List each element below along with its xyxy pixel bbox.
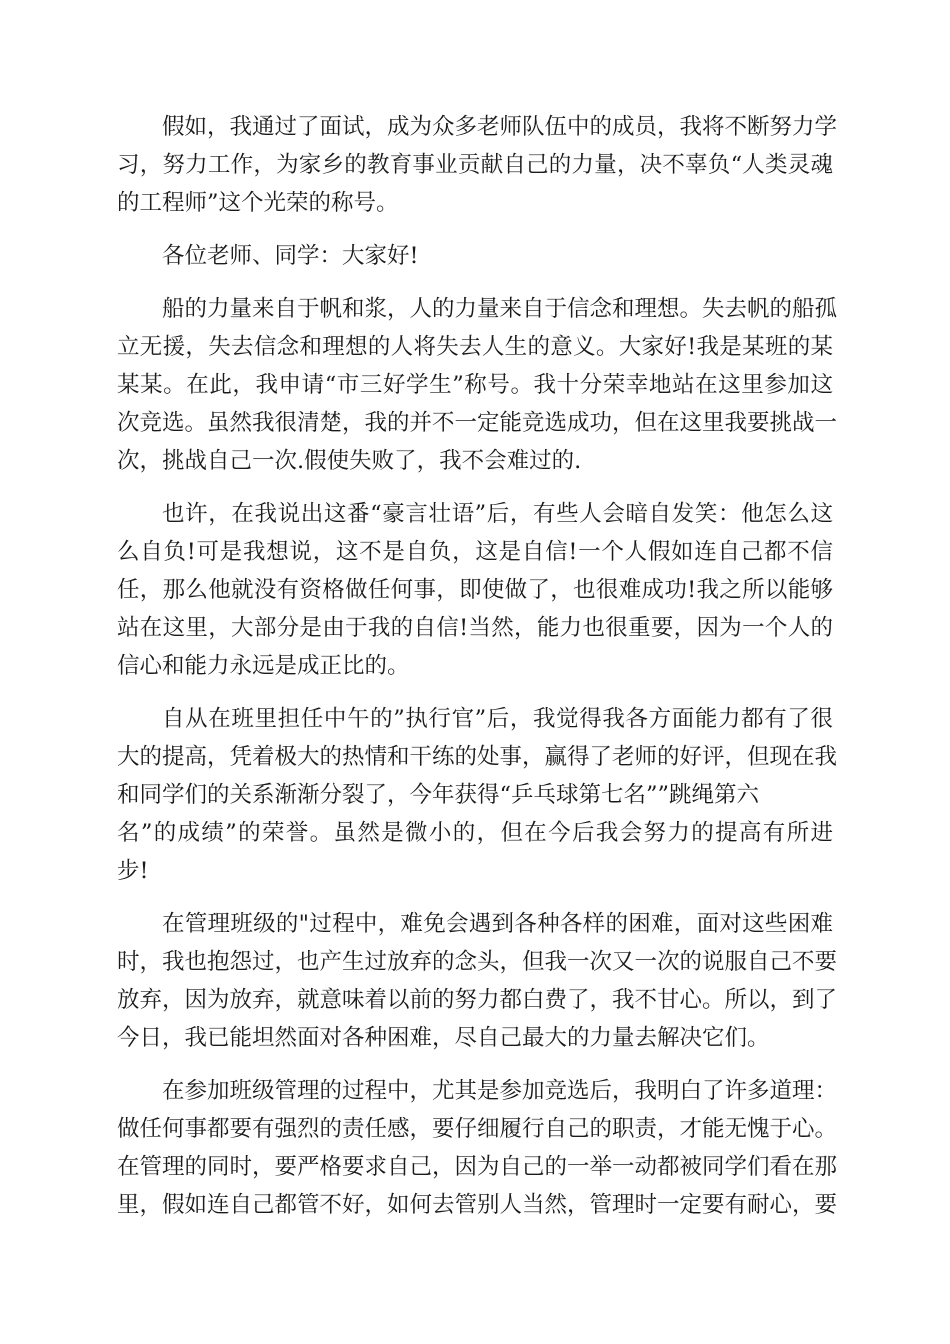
text-line: 各位老师、同学：大家好!	[162, 243, 419, 269]
text-line: 次竞选。虽然我很清楚，我的并不一定能竞选成功，但在这里我要挑战一	[117, 410, 838, 436]
paragraph-greeting	[117, 237, 833, 275]
text-line: 放弃，因为放弃，就意味着以前的努力都白费了，我不甘心。所以，到了	[117, 987, 838, 1013]
text-line: 今日，我已能坦然面对各种困难，尽自己最大的力量去解决它们。	[117, 1025, 770, 1051]
text-line: 站在这里，大部分是由于我的自信!当然，能力也很重要，因为一个人的	[117, 615, 833, 641]
paragraph-lessons	[117, 1072, 838, 1224]
text-line: 里，假如连自己都管不好，如何去管别人当然，管理时一定要有耐心，要	[117, 1192, 838, 1218]
text-line: 么自负!可是我想说，这不是自负，这是自信!一个人假如连自己都不信	[117, 539, 833, 565]
text-line: 信心和能力永远是成正比的。	[117, 653, 410, 679]
text-line: 名”的成绩”的荣誉。虽然是微小的，但在今后我会努力的提高有所进	[117, 820, 833, 846]
paragraph-achievements	[117, 700, 838, 890]
text-line: 在管理班级的"过程中，难免会遇到各种各样的困难，面对这些困难	[162, 911, 833, 937]
text-line: 大的提高，凭着极大的热情和干练的处事，赢得了老师的好评，但现在我	[117, 744, 838, 770]
paragraph-difficulties	[117, 905, 838, 1057]
text-line: 在参加班级管理的过程中，尤其是参加竞选后，我明白了许多道理：	[162, 1078, 838, 1104]
text-line: 时，我也抱怨过，也产生过放弃的念头，但我一次又一次的说服自己不要	[117, 949, 838, 975]
text-line: 习，努力工作，为家乡的教育事业贡献自己的力量，决不辜负“人类灵魂	[117, 152, 833, 178]
text-line: 做任何事都要有强烈的责任感，要仔细履行自己的职责，才能无愧于心。	[117, 1116, 838, 1142]
text-line: 和同学们的关系渐渐分裂了，今年获得“乒乓球第七名””跳绳第六	[117, 782, 760, 808]
text-line: 的工程师”这个光荣的称号。	[117, 190, 399, 216]
text-line: 船的力量来自于帆和浆，人的力量来自于信念和理想。失去帆的船孤	[162, 296, 838, 322]
paragraph-confidence	[117, 495, 833, 685]
text-line: 立无援，失去信念和理想的人将失去人生的意义。大家好!我是某班的某	[117, 334, 833, 360]
document-page	[117, 108, 838, 1239]
text-line: 次，挑战自己一次.假使失败了，我不会难过的.	[117, 448, 582, 474]
text-line: 在管理的同时，要严格要求自己，因为自己的一举一动都被同学们看在那	[117, 1154, 838, 1180]
text-line: 假如，我通过了面试，成为众多老师队伍中的成员，我将不断努力学	[162, 114, 838, 140]
text-line: 任，那么他就没有资格做任何事，即使做了，也很难成功!我之所以能够	[117, 577, 833, 603]
text-line: 自从在班里担任中午的”执行官”后，我觉得我各方面能力都有了很	[162, 706, 833, 732]
text-line: 步!	[117, 858, 149, 884]
paragraph-introduction	[117, 290, 838, 480]
paragraph-interview	[117, 108, 838, 222]
text-line: 某某。在此，我申请“市三好学生”称号。我十分荣幸地站在这里参加这	[117, 372, 833, 398]
text-line: 也许，在我说出这番“豪言壮语”后，有些人会暗自发笑：他怎么这	[162, 501, 833, 527]
